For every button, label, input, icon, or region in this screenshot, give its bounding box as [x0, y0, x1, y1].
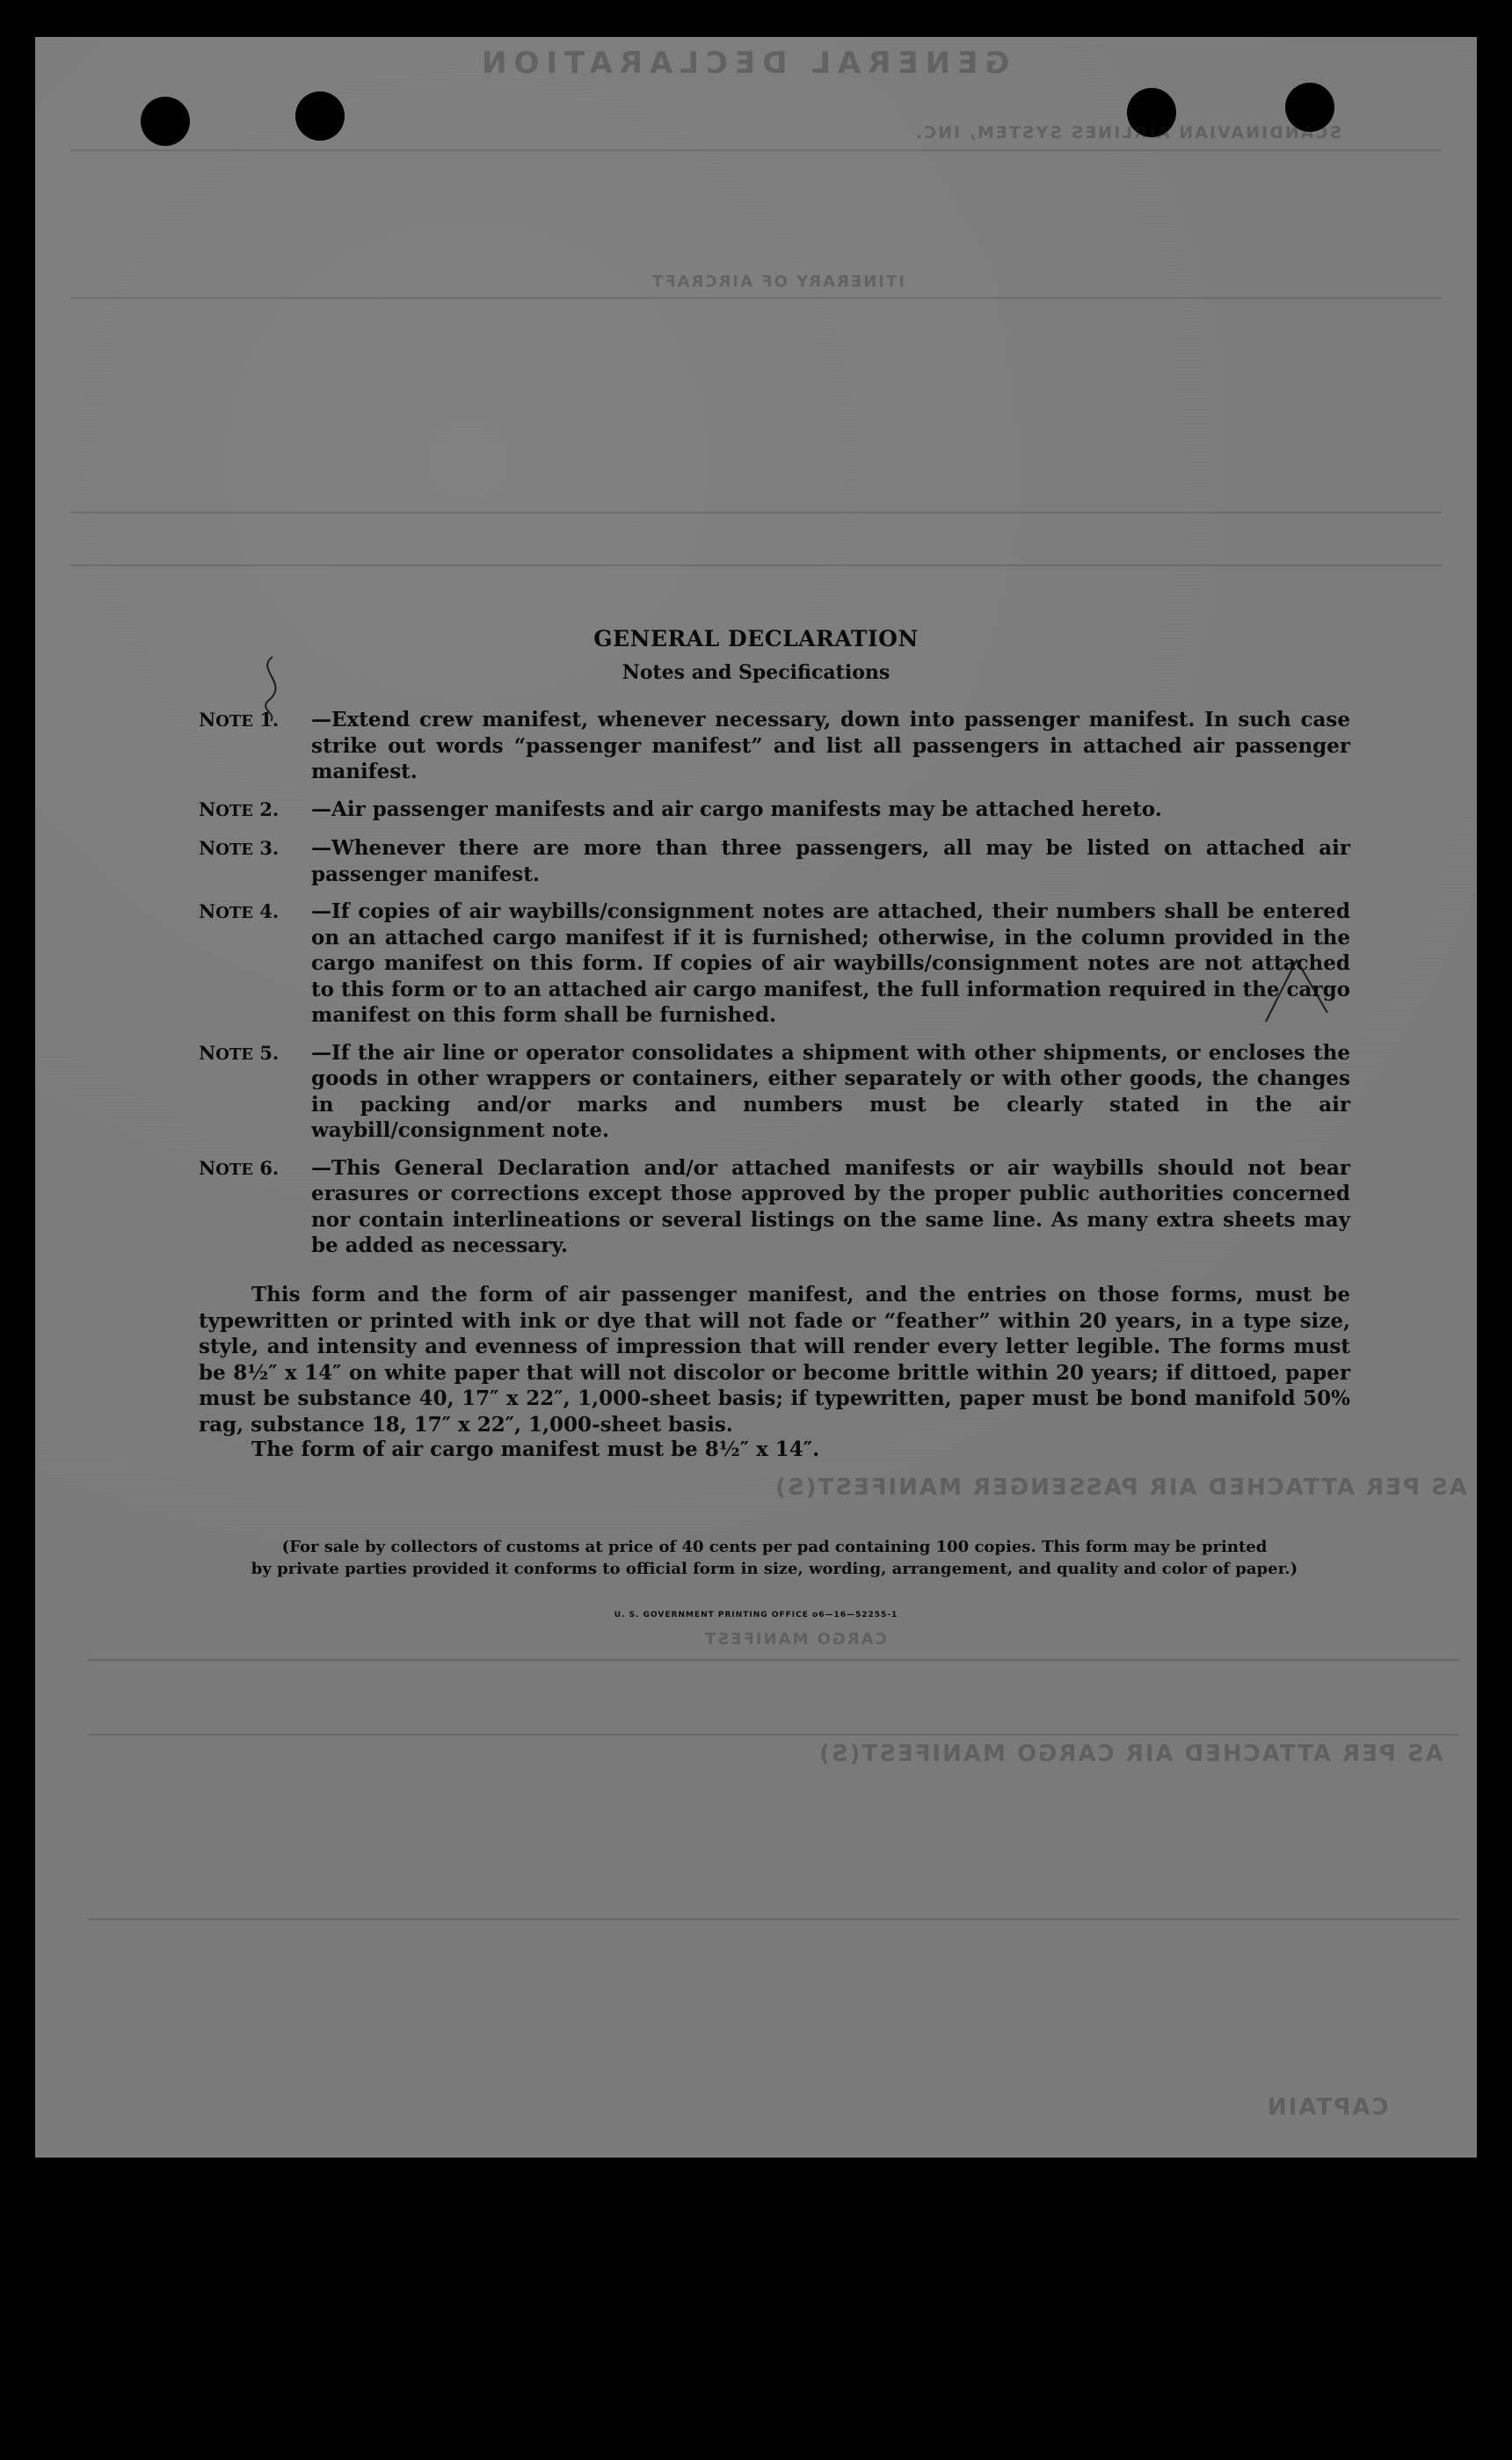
- note-text: —Air passenger manifests and air cargo manifests may be attached hereto.: [311, 797, 1162, 821]
- note-label: NOTE 5.: [199, 1041, 280, 1064]
- note-text: —If the air line or operator consolidates a shipment with other shipments, or encloses the goods in other wrappers or containers, either separately or with other goods, the changes in packing and/or marks and numbers must be clearly stated in the air waybill/consignment note.: [311, 1040, 1350, 1142]
- bleed-through-rule: [88, 1734, 1459, 1736]
- note-text: —Whenever there are more than three passengers, all may be listed on attached air passenger manifest.: [311, 836, 1350, 886]
- note-label: NOTE 1.: [199, 709, 280, 731]
- bleed-through-itinerary: ITINERARY OF AIRCRAFT: [651, 273, 905, 291]
- bleed-through-rule: [88, 1659, 1459, 1661]
- note-text: —If copies of air waybills/consignment notes are attached, their numbers shall be entered on an attached cargo manifest if it is furnished; otherwise, in the column provided in the cargo manifest on this form. If copies of air waybills/consignment notes are not attached to this form or to an attached air cargo manifest, the full information required in the cargo manifest on this form shall be furnished.: [311, 899, 1350, 1027]
- bleed-through-rule: [70, 297, 1442, 299]
- bleed-through-cargo-heading: CARGO MANIFEST: [703, 1630, 887, 1648]
- note-text: —Extend crew manifest, whenever necessary, down into passenger manifest. In such case strike out words “passenger manifest” and list all passengers in attached air passenger manifest.: [311, 708, 1350, 783]
- note-item: [199, 899, 1350, 1029]
- bleed-through-cargo-stamp: AS PER ATTACHED AIR CARGO MANIFEST(S): [818, 1741, 1443, 1767]
- note-label: NOTE 4.: [199, 900, 280, 922]
- bleed-through-rule: [70, 149, 1442, 151]
- note-text: —This General Declaration and/or attached manifests or air waybills should not bear erasures or corrections except those approved by the proper public authorities concerned nor contain interlineations or several listings on the same line. As many extra sheets may be added as necessary.: [311, 1155, 1350, 1257]
- sale-notice-line: by private parties provided it conforms to official form in size, wording, arrangement, and quality and color of paper.): [251, 1560, 1298, 1578]
- note-item: [199, 835, 1350, 887]
- notes-section: [199, 707, 1350, 1270]
- sale-notice: [199, 1536, 1350, 1580]
- printing-office-imprint: U. S. GOVERNMENT PRINTING OFFICE o6—16—52255-1: [614, 1611, 898, 1619]
- bleed-through-rule: [88, 1918, 1459, 1920]
- note-item: [199, 1040, 1350, 1144]
- bleed-through-passenger-stamp: AS PER ATTACHED AIR PASSENGER MANIFEST(S): [774, 1474, 1467, 1501]
- specification-paragraph: This form and the form of air passenger manifest, and the entries on those forms, must be typewritten or printed with ink or dye that will not fade or “feather” within 20 years, in a type size, style, and intensity and evenness of impression that will render every letter legible. The forms must be 8½″ x 14″ on white paper that will not discolor or become brittle within 20 years; if dittoed, paper must be substance 40, 17″ x 22″, 1,000-sheet basis; if typewritten, paper must be bond manifold 50% rag, substance 18, 17″ x 22″, 1,000-sheet basis.: [199, 1283, 1350, 1437]
- bleed-through-rule: [70, 564, 1442, 566]
- note-item: [199, 1155, 1350, 1259]
- bleed-through-captain: CAPTAIN: [1266, 2094, 1389, 2121]
- document-sheet: [35, 37, 1477, 2158]
- bleed-through-rule: [70, 512, 1442, 513]
- note-label: NOTE 3.: [199, 837, 280, 859]
- declaration-title: GENERAL DECLARATION: [593, 626, 919, 651]
- note-label: NOTE 6.: [199, 1156, 280, 1179]
- sale-notice-line: (For sale by collectors of customs at price of 40 cents per pad containing 100 copies. This form may be printed: [281, 1538, 1268, 1556]
- punch-hole: [141, 97, 190, 146]
- note-label: NOTE 2.: [199, 797, 280, 820]
- note-item: [199, 707, 1350, 785]
- specification-cargo-line: The form of air cargo manifest must be 8½″ x 14″.: [251, 1437, 820, 1461]
- bleed-through-form-title: GENERAL DECLARATION: [475, 46, 1010, 81]
- bleed-through-airline-strip: SCANDINAVIAN AIRLINES SYSTEM, INC.: [914, 123, 1342, 142]
- declaration-subtitle: Notes and Specifications: [622, 661, 890, 684]
- note-item: [199, 797, 1350, 825]
- punch-hole: [295, 91, 345, 141]
